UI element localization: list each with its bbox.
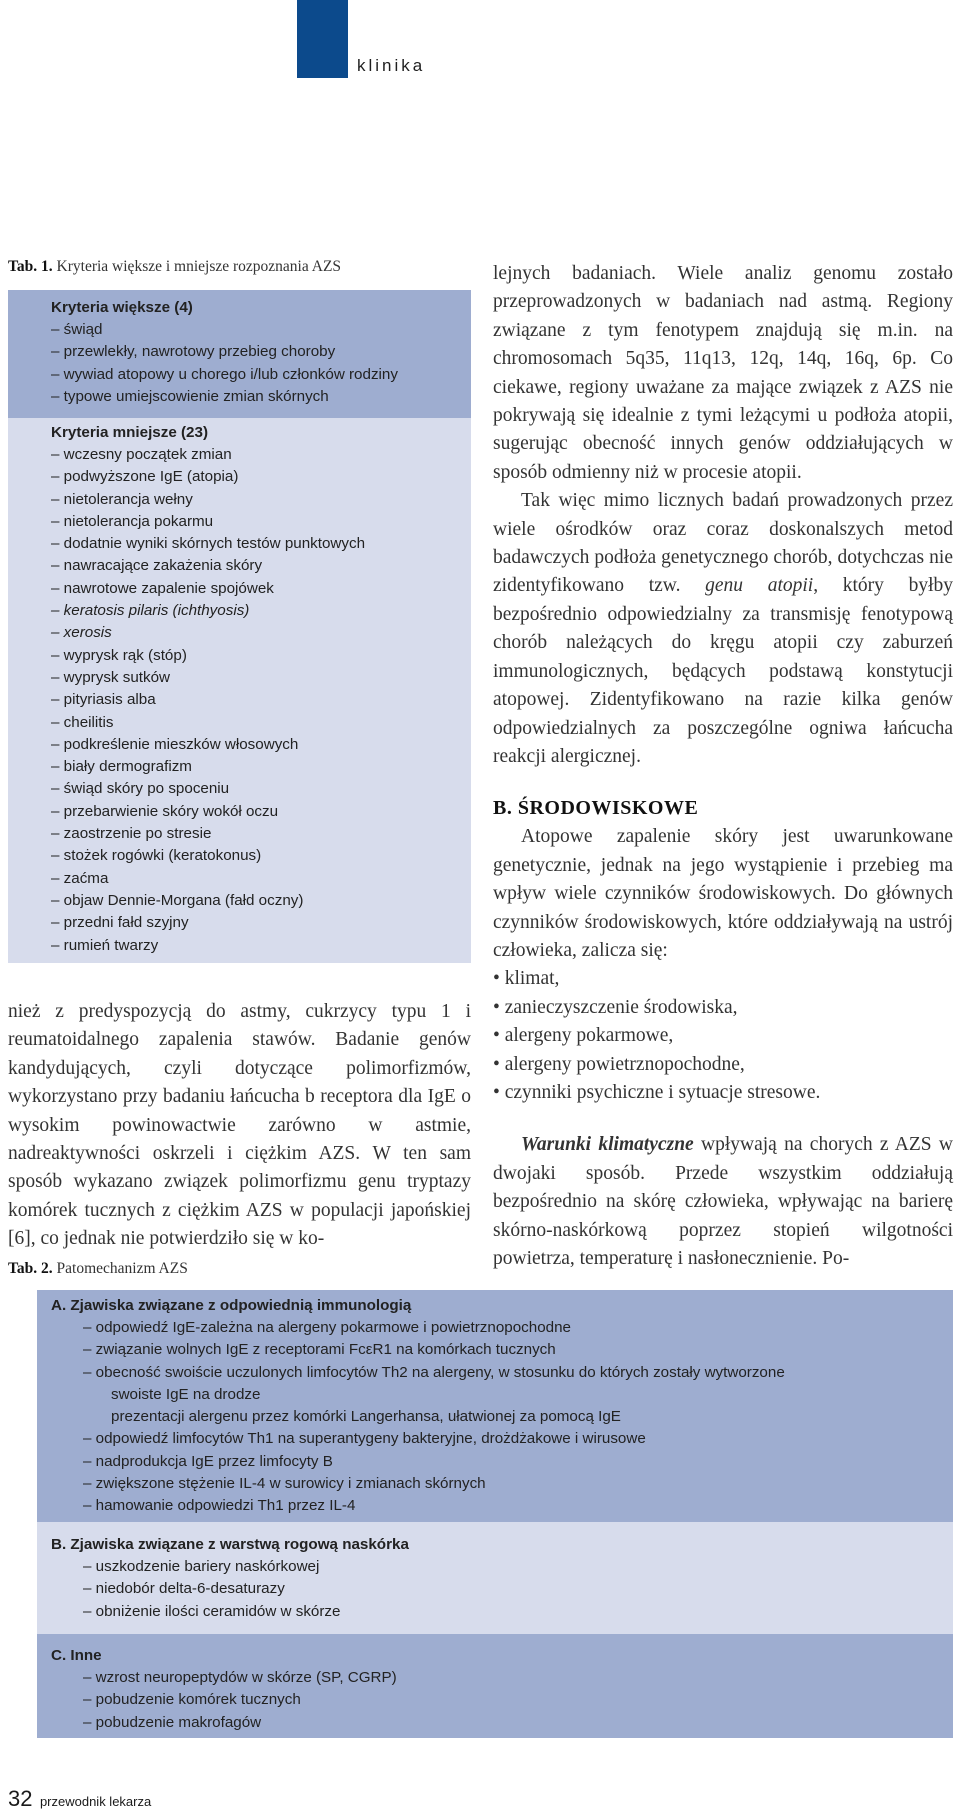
list-item: – odpowiedź limfocytów Th1 na superantygeny bakteryjne, drożdżakowe i wirusowe [83,1430,646,1448]
list-item: – odpowiedź IgE-zależna na alergeny pokarmowe i powietrznopochodne [83,1319,571,1336]
section-heading: B. ŚRODOWISKOWE [493,797,699,820]
bold-italic-term: Warunki klimatyczne [521,1134,694,1156]
section-b-title: B. Zjawiska związane z warstwą rogową naskórka [51,1536,409,1553]
list-item: – hamowanie odpowiedzi Th1 przez IL-4 [83,1497,356,1515]
factor-list [493,965,953,1107]
list-item: – obecność swoiście uczulonych limfocytów Th2 na alergeny, w stosunku do których zostały wytworzone [83,1363,785,1381]
minor-criteria-title: Kryteria mniejsze (23) [51,424,209,441]
list-item: – zwiększone stężenie IL-4 w surowicy i zmianach skórnych [83,1475,486,1493]
minor-criterion: – nietolerancja wełny [51,490,193,508]
minor-criterion: – przebarwienie skóry wokół oczu [51,802,279,820]
minor-criterion: – nawracające zakażenia skóry [51,557,263,575]
minor-criterion: – przedni fałd szyjny [51,914,189,932]
section-label: klinika [357,56,426,75]
table1-criteria [8,290,471,963]
table1-caption-text: Kryteria większe i mniejsze rozpoznania AZS [56,258,342,275]
minor-criterion: – xerosis [51,624,112,642]
minor-criterion: – wyprysk rąk (stóp) [51,646,187,664]
list-item: – pobudzenie komórek tucznych [83,1691,301,1709]
major-criterion: – wywiad atopowy u chorego i/lub członków rodziny [51,365,398,383]
minor-criterion: – wczesny początek zmian [51,446,232,463]
minor-criterion: – nietolerancja pokarmu [51,512,214,530]
minor-criterion: – stożek rogówki (keratokonus) [51,847,262,865]
major-criteria [51,297,398,408]
minor-criterion: – zaostrzenie po stresie [51,825,212,843]
section-a-title: A. Zjawiska związane z odpowiednią immunologią [51,1297,412,1314]
list-item: – uszkodzenie bariery naskórkowej [83,1558,320,1575]
list-item: • klimat, [493,965,953,993]
minor-criterion: – keratosis pilaris (ichthyosis) [51,602,250,620]
table1-caption-number: Tab. 1. [8,258,53,275]
list-item: • zanieczyszczenie środowiska, [493,994,953,1022]
section-b [51,1534,409,1623]
minor-criterion: – cheilitis [51,713,114,731]
body-paragraph: nież z predyspozycją do astmy, cukrzycy typu 1 i reumatoidalnego zapalenia stawów. Badanie genów kandydujących, czyli dotyczące polimorfizmów, wykorzystano przy badaniu łańcucha b receptora dla IgE o wysokim powinowactwie zarówno w astmie, nadreaktywności oskrzeli i ciężkim AZS. W ten sam sposób wykazano związek polimorfizmu genu tryptazy komórek tucznych z ciężkim AZS w populacji japońskiej [6], co jednak nie potwierdziło się w ko- [8,1001,471,1250]
major-criterion: – typowe umiejscowienie zmian skórnych [51,387,329,405]
list-item: – niedobór delta-6-desaturazy [83,1580,285,1598]
table2-caption [8,1260,188,1278]
header-color-block [297,0,348,78]
table2-caption-text: Patomechanizm AZS [56,1260,188,1277]
minor-criterion: – podwyższone IgE (atopia) [51,468,239,486]
list-item: • alergeny powietrznopochodne, [493,1051,953,1079]
section-c [51,1645,397,1734]
body-paragraph: Tak więc mimo licznych badań prowadzonych przez wiele ośrodków oraz coraz doskonalszych metod badawczych podłoża genetycznego chorób, dotychczas nie zidentyfikowano tzw. genu atopii, który byłby bezpośrednio odpowiedzialny za transmisję fenotypową chorób należących do kręgu atopii czy zaburzeń immunologicznych, będących podstawą konstytucji atopowej. Zidentyfikowano na razie kilka genów odpowiedzialnych za poszczególne ogniwa łańcucha reakcji alergicznej. [493,490,953,767]
list-item-continuation: swoiste IgE na drodze [111,1385,261,1403]
minor-criterion: – objaw Dennie-Morgana (fałd oczny) [51,891,304,909]
list-item-continuation: prezentacji alergenu przez komórki Langerhansa, ułatwionej za pomocą IgE [111,1408,621,1426]
list-item: – wzrost neuropeptydów w skórze (SP, CGRP) [83,1669,397,1686]
page-number: 32 [8,1786,33,1811]
minor-criterion: – rumień twarzy [51,936,159,954]
list-item: – nadprodukcja IgE przez limfocyty B [83,1452,333,1470]
list-item: • alergeny pokarmowe, [493,1022,953,1050]
right-text-column [493,260,953,1273]
minor-criterion: – podkreślenie mieszków włosowych [51,735,299,753]
list-item: – związanie wolnych IgE z receptorami FcεR1 na komórkach tucznych [83,1341,556,1359]
minor-criterion: – dodatnie wyniki skórnych testów punktowych [51,535,366,553]
minor-criterion: – wyprysk sutków [51,668,171,686]
table2-caption-number: Tab. 2. [8,1260,53,1277]
minor-criterion: – biały dermografizm [51,758,192,776]
minor-criterion: – zaćma [51,869,109,887]
minor-criteria [51,422,365,957]
page-footer [8,1786,151,1812]
section-c-title: C. Inne [51,1647,102,1664]
publication-name: przewodnik lekarza [39,1794,152,1809]
minor-criterion: – świąd skóry po spoceniu [51,780,230,798]
body-paragraph: lejnych badaniach. Wiele analiz genomu zostało przeprowadzonych w badaniach nad astmą. Regiony związane z tym fenotypem znajdują się m.in. na chromosomach 5q35, 11q13, 12q, 14q, 16q, 6p. Co ciekawe, regiony uważane za mające związek z AZS nie pokrywają się idealnie z tymi leżącymi u podłoża atopii, sugerując obecność innych genów oddziałujących w sposób odmienny niż w procesie atopii. [493,263,953,483]
table1-caption [8,258,341,276]
list-item: – obniżenie ilości ceramidów w skórze [83,1602,341,1620]
list-item: – pobudzenie makrofagów [83,1713,262,1731]
section-a [51,1295,785,1518]
minor-criterion: – pityriasis alba [51,691,156,709]
major-criteria-title: Kryteria większe (4) [51,299,193,316]
list-item: • czynniki psychiczne i sytuacje stresowe. [493,1079,953,1107]
major-criterion: – świąd [51,321,103,338]
body-paragraph: Atopowe zapalenie skóry jest uwarunkowane genetycznie, jednak na jego wystąpienie i przebieg ma wpływ wiele czynników środowiskowych. Do głównych czynników środowiskowych, które oddziaływają na ustrój człowieka, zalicza się: [493,826,953,961]
major-criterion: – przewlekły, nawrotowy przebieg choroby [51,343,336,361]
italic-term: genu atopii [705,575,814,597]
table2-pathomechanism [37,1290,953,1738]
left-text-column [8,998,471,1254]
body-paragraph: Warunki klimatyczne wpływają na chorych z AZS w dwojaki sposób. Przede wszystkim oddziałują bezpośrednio na skórę człowieka, wpływając na barierę skórno-naskórkową poprzez stopień wilgotności powietrza, temperaturę i nasłonecznienie. Po- [493,1134,953,1269]
minor-criterion: – nawrotowe zapalenie spojówek [51,579,274,597]
